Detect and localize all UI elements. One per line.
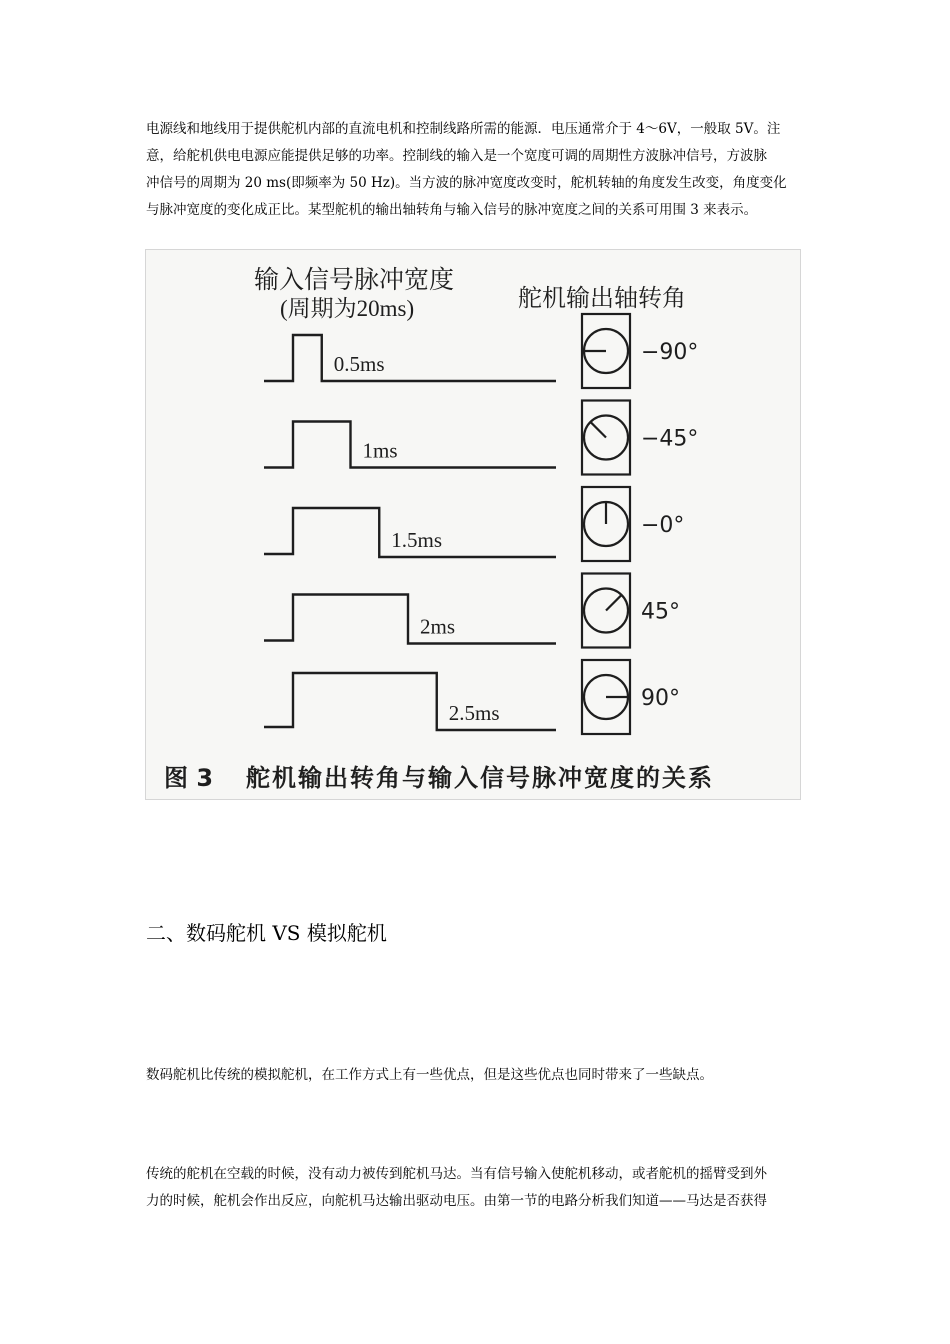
traditional-servo-paragraph <box>146 1161 806 1215</box>
servo-dial-needle <box>590 422 606 438</box>
paragraph-line: 电源线和地线用于提供舵机内部的直流电机和控制线路所需的能源．电压通常介于 4～6V，一般取 5V。注 <box>146 121 781 137</box>
input-header-line2: (周期为20ms) <box>280 296 415 321</box>
figure-row <box>264 487 684 561</box>
pulse-waveform <box>264 335 556 381</box>
figure-3-pulse-angle <box>145 249 801 800</box>
pulse-width-label: 1.5ms <box>391 528 443 552</box>
pulse-width-label: 0.5ms <box>333 352 385 376</box>
paragraph-line: 与脉冲宽度的变化成正比。某型舵机的输出轴转角与输入信号的脉冲宽度之间的关系可用围 3 来表示。 <box>146 202 758 218</box>
pulse-width-label: 2.5ms <box>448 701 500 725</box>
figure-rows <box>264 314 698 734</box>
pulse-waveform <box>264 673 556 730</box>
angle-label: −0° <box>641 513 685 538</box>
input-header-line1: 输入信号脉冲宽度 <box>254 265 455 294</box>
angle-label: −45° <box>641 426 699 452</box>
figure-row <box>264 314 698 388</box>
figure-row <box>264 574 680 648</box>
section-heading: 二、数码舵机 VS 模拟舵机 <box>146 921 387 945</box>
paragraph-line: 意，给舵机供电电源应能提供足够的功率。控制线的输入是一个宽度可调的周期性方波脉冲信号，方波脉 <box>146 148 767 164</box>
caption-label: 图 3 <box>164 764 214 792</box>
figure-3-drawing <box>146 250 802 801</box>
output-header: 舵机输出轴转角 <box>518 284 686 312</box>
angle-label: 45° <box>641 599 680 625</box>
paragraph-line: 力的时候，舵机会作出反应，向舵机马达输出驱动电压。由第一节的电路分析我们知道——马达是否获得 <box>146 1193 767 1209</box>
paragraph-line: 冲信号的周期为 20 ms(即频率为 50 Hz)。当方波的脉冲宽度改变时，舵机转轴的角度发生改变，角度变化 <box>146 175 787 191</box>
intro-paragraph <box>146 116 806 224</box>
digital-vs-analog-paragraph <box>146 1062 806 1089</box>
paragraph-line: 传统的舵机在空载的时候，没有动力被传到舵机马达。当有信号输入使舵机移动，或者舵机的摇臂受到外 <box>146 1166 767 1182</box>
figure-row <box>264 660 680 734</box>
pulse-waveform <box>264 422 556 468</box>
angle-label: −90° <box>641 340 699 365</box>
paragraph-line: 数码舵机比传统的模拟舵机，在工作方式上有一些优点，但是这些优点也同时带来了一些缺点。 <box>146 1067 713 1083</box>
angle-label: 90° <box>641 686 680 711</box>
pulse-width-label: 1ms <box>362 438 398 463</box>
pulse-waveform <box>264 595 556 644</box>
figure-row <box>264 401 698 475</box>
pulse-width-label: 2ms <box>420 614 456 639</box>
caption-text: 舵机输出转角与输入信号脉冲宽度的关系 <box>246 764 714 792</box>
servo-dial-needle <box>606 595 622 611</box>
